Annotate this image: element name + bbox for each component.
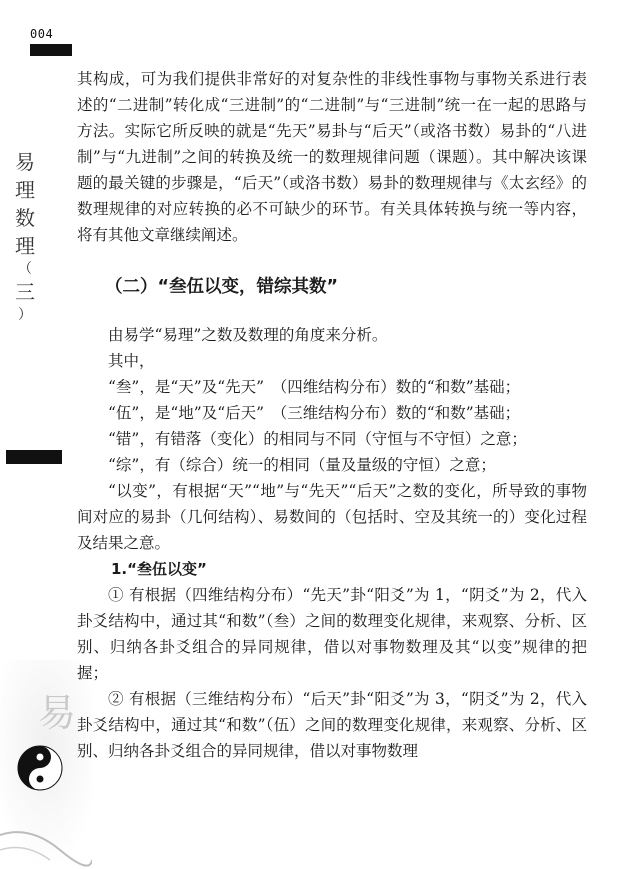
paragraph: 其中， — [108, 352, 155, 370]
yin-yang-icon — [18, 746, 62, 790]
side-title-char: 易 — [15, 150, 35, 174]
paragraph: “伍”，是“地”及“后天” （三维结构分布）数的“和数”基础； — [108, 404, 521, 422]
page-number: 004 — [30, 27, 54, 41]
header-bar — [30, 44, 72, 56]
side-title-char: （ — [18, 261, 32, 277]
section-heading: （二）“叁伍以变，错综其数” — [105, 277, 339, 297]
paragraph: “叁”，是“天”及“先天” （四维结构分布）数的“和数”基础； — [108, 378, 521, 396]
paragraph: 其构成，可为我们提供非常好的对复杂性的非线性事物与事物关系进行表述的“二进制”转化成“三进制”的“二进制”与“三进制”统一在一起的思路与方法。实际它所反映的就是“先天”易卦与“后天”（或洛书数）易卦的“八进制”与“九进制”之间的转换及统一的数理规律问题（课题）。其中解决该课题的最关键的步骤是，“后天”（或洛书数）易卦的数理规律与《太玄经》的数理规律的对应转换的必不可缺少的环节。有关具体转换与统一等内容，将有其他文章继续阐述。 — [77, 70, 587, 244]
side-title-char: ） — [18, 307, 32, 323]
side-marker-bar — [6, 450, 62, 464]
side-title-char: 理 — [15, 178, 35, 202]
sub-heading: 1.“叁伍以变” — [111, 560, 207, 578]
side-title-char: 理 — [15, 234, 35, 258]
side-title-char: 数 — [15, 206, 35, 230]
paragraph: “综”，有（综合）统一的相同（量及量级的守恒）之意； — [108, 456, 496, 474]
paragraph: “以变”，有根据“天”“地”与“先天”“后天”之数的变化，所导致的事物间对应的易卦（几何结构）、易数间的（包括时、空及其统一的）变化过程及结果之意。 — [77, 482, 587, 552]
paragraph: “错”，有错落（变化）的相同与不同（守恒与不守恒）之意； — [108, 430, 527, 448]
list-item: ② 有根据（三维结构分布）“后天”卦“阳爻”为 3，“阴爻”为 2，代入卦爻结构中，通过其“和数”（伍）之间的数理变化规律，来观察、分析、区别、归纳各卦爻组合的异同规律，借以对事物数理 — [77, 690, 587, 760]
side-book-title — [10, 148, 40, 324]
watermark-yi-glyph: 易 — [38, 691, 77, 735]
page-content — [77, 66, 587, 764]
side-title-char: 三 — [15, 280, 35, 304]
paragraph: 由易学“易理”之数及数理的角度来分析。 — [108, 326, 388, 344]
list-item: ① 有根据（四维结构分布）“先天”卦“阳爻”为 1，“阴爻”为 2，代入卦爻结构中，通过其“和数”（叁）之间的数理变化规律，来观察、分析、区别、归纳各卦爻组合的异同规律，借以对事物数理及其“以变”规律的把握； — [77, 586, 587, 682]
